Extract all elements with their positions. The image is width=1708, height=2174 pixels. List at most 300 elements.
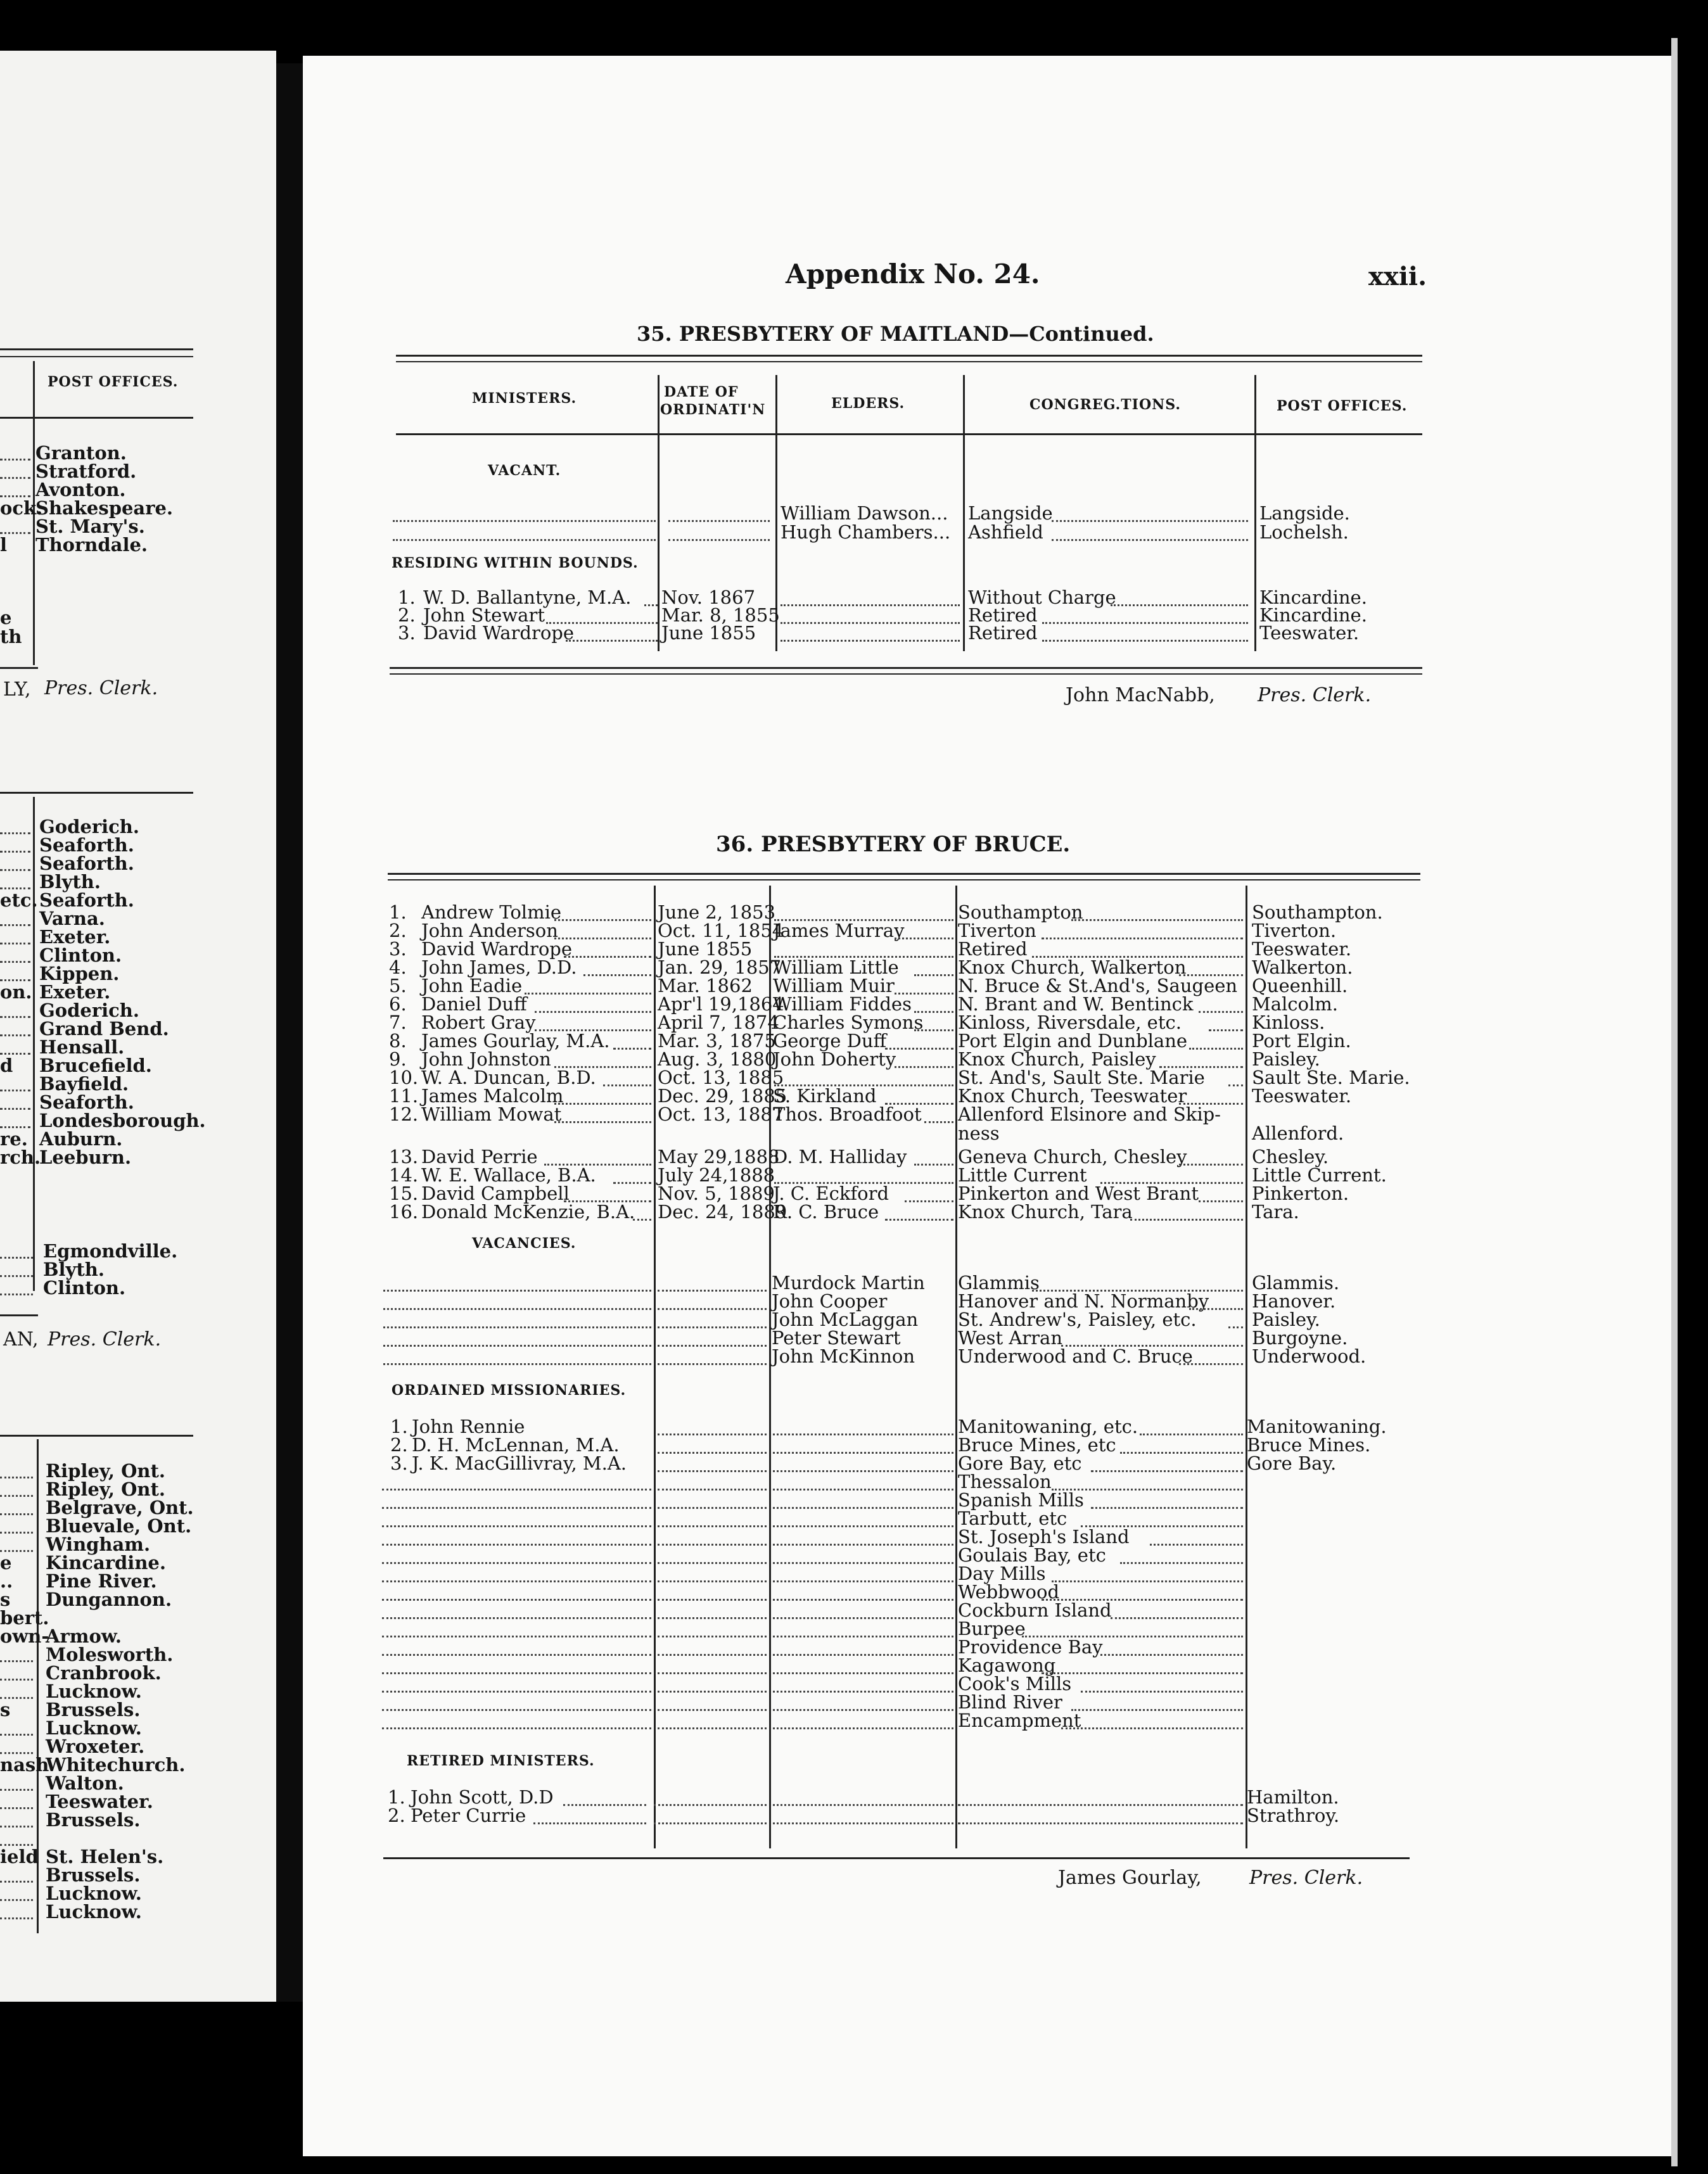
elder-name: George Duff — [773, 1030, 887, 1052]
post-office: Brussels. — [46, 1864, 141, 1886]
congregation-name: Gore Bay, etc — [958, 1453, 1082, 1474]
congregation-name: Retired — [968, 604, 1038, 626]
leader-dots — [382, 1727, 651, 1729]
congregation-name: St. Andrew's, Paisley, etc. — [958, 1309, 1197, 1330]
leader-dots — [1120, 1562, 1243, 1564]
post-office: Walton. — [46, 1772, 124, 1794]
leader-dots — [1081, 1691, 1243, 1693]
leader-dots — [895, 1066, 953, 1068]
minister-name: John Scott, D.D — [411, 1786, 554, 1808]
leader-dots — [658, 1326, 767, 1328]
minister-name: Daniel Duff — [421, 993, 527, 1015]
leader-dots — [914, 1029, 953, 1031]
leader-dots — [773, 1433, 953, 1435]
post-office: Clinton. — [39, 944, 122, 966]
row-number: 3. — [390, 1453, 408, 1474]
congregation-name: Knox Church, Teeswater — [958, 1085, 1187, 1107]
left-post-offices-header: POST OFFICES. — [48, 374, 179, 390]
leader-dots — [1228, 1084, 1244, 1086]
minister-name: David Wardrope — [421, 938, 573, 960]
post-office: Walkerton. — [1252, 957, 1353, 978]
elder-name: William Dawson... — [781, 502, 948, 524]
congregation-name: Encampment — [958, 1710, 1081, 1731]
ordination-date: Mar. 8, 1855 — [661, 604, 780, 626]
post-office: Kincardine. — [46, 1552, 166, 1573]
row-number: 2. — [390, 1434, 408, 1456]
leader-dots — [781, 604, 960, 606]
leader-dots — [383, 1326, 651, 1328]
leader-dots — [0, 1034, 30, 1036]
leader-dots — [0, 1826, 33, 1828]
congregation-name: Allenford Elsinore and Skip- — [958, 1103, 1221, 1125]
congregation-name: Knox Church, Walkerton — [958, 957, 1187, 978]
ordination-date: Dec. 29, 1885 — [658, 1085, 787, 1107]
leader-dots — [668, 520, 770, 522]
page-number: xxii. — [1368, 262, 1427, 291]
leader-dots — [613, 1182, 652, 1184]
elder-name: Peter Stewart — [772, 1327, 901, 1349]
leader-dots — [773, 1525, 953, 1527]
leader-dots — [382, 1672, 651, 1674]
congregation-name: Webbwood — [958, 1581, 1060, 1603]
leader-dots — [0, 924, 30, 926]
ordination-date: Nov. 5, 1889 — [658, 1183, 775, 1204]
leader-dots — [654, 1804, 767, 1806]
minister-name: John Stewart — [423, 604, 545, 626]
col-post-offices-header: POST OFFICES. — [1277, 398, 1408, 414]
bruce-column-divider — [654, 886, 656, 1848]
minister-name: John Johnston — [421, 1048, 551, 1070]
leader-dots — [393, 520, 656, 522]
leader-dots — [554, 1103, 652, 1105]
post-office: Granton. — [35, 442, 127, 464]
leader-dots — [0, 1899, 33, 1901]
col-date-header: DATE OF — [664, 384, 739, 400]
leader-dots — [1199, 1011, 1243, 1013]
post-office: Hanover. — [1252, 1290, 1336, 1312]
clerk-name: John MacNabb, — [1066, 684, 1215, 706]
congregation-name: Kinloss, Riversdale, etc. — [958, 1012, 1182, 1033]
leader-dots — [924, 1121, 954, 1123]
leader-dots — [773, 1489, 953, 1491]
post-office: Lucknow. — [46, 1681, 142, 1702]
leader-dots — [1189, 1308, 1244, 1310]
leader-dots — [658, 1580, 767, 1582]
leader-dots — [773, 1544, 953, 1546]
ordination-date: May 29,1888 — [658, 1146, 780, 1167]
leader-dots — [658, 1544, 767, 1546]
leader-dots — [773, 1617, 953, 1619]
post-office: Goderich. — [39, 1000, 139, 1021]
post-office: Varna. — [39, 908, 105, 929]
leader-dots — [382, 1507, 651, 1509]
post-office: Ripley, Ont. — [46, 1460, 165, 1482]
leader-dots — [658, 1290, 767, 1292]
row-number: 5. — [389, 975, 407, 996]
post-office: Kippen. — [39, 963, 120, 984]
leader-dots — [0, 1734, 33, 1736]
clipped-text-fragment: etc. — [0, 889, 38, 911]
leader-dots — [535, 1011, 652, 1013]
post-office: Dungannon. — [46, 1589, 172, 1610]
leader-dots — [773, 1672, 953, 1674]
leader-dots — [658, 1636, 767, 1637]
leader-dots — [613, 1048, 652, 1050]
congregation-name: Langside — [968, 502, 1053, 524]
congregation-name: Cook's Mills — [958, 1673, 1072, 1694]
leader-dots — [1228, 1326, 1244, 1328]
clipped-text-fragment: e — [0, 1552, 12, 1573]
row-number: 1. — [390, 1416, 408, 1437]
post-office: Clinton. — [43, 1277, 126, 1299]
leader-dots — [1091, 1507, 1244, 1509]
leader-dots — [658, 1562, 767, 1564]
post-office: Strathroy. — [1247, 1805, 1340, 1826]
clipped-text-fragment: own- — [0, 1625, 49, 1647]
post-office: Pine River. — [46, 1570, 157, 1592]
maitland-bottom-rule-2 — [390, 673, 1422, 675]
congregation-name: Retired — [958, 938, 1028, 960]
post-office: Exeter. — [39, 926, 111, 948]
post-office: Brussels. — [46, 1699, 141, 1720]
leader-dots — [633, 1219, 652, 1221]
post-office: Whitechurch. — [46, 1754, 186, 1776]
left-rule — [0, 1435, 193, 1437]
leader-dots — [658, 1507, 767, 1509]
leader-dots — [773, 1599, 953, 1601]
elder-name: John McLaggan — [772, 1309, 919, 1330]
leader-dots — [0, 832, 30, 834]
leader-dots — [658, 1470, 767, 1472]
leader-dots — [0, 459, 30, 461]
elder-name: William Fiddes — [773, 993, 912, 1015]
leader-dots — [603, 1084, 651, 1086]
leader-dots — [658, 1672, 767, 1674]
minister-name: John Eadie — [421, 975, 523, 996]
leader-dots — [382, 1691, 651, 1693]
leader-dots — [583, 974, 651, 976]
post-office: Seaforth. — [39, 834, 134, 856]
leader-dots — [382, 1654, 651, 1656]
leader-dots — [382, 1599, 651, 1601]
leader-dots — [0, 1917, 33, 1919]
post-office: Grand Bend. — [39, 1018, 169, 1039]
post-office: Kincardine. — [1259, 604, 1367, 626]
leader-dots — [658, 1525, 767, 1527]
congregation-name: N. Brant and W. Bentinck — [958, 993, 1194, 1015]
post-office: Port Elgin. — [1252, 1030, 1351, 1052]
leader-dots — [0, 1679, 33, 1681]
col-ministers-header: MINISTERS. — [472, 390, 577, 407]
congregation-name: Goulais Bay, etc — [958, 1544, 1106, 1566]
clerk-title: Pres. Clerk. — [48, 1328, 162, 1351]
congregation-name: Southampton — [958, 901, 1083, 923]
congregation-name: N. Bruce & St.And's, Saugeen — [958, 975, 1238, 996]
col-elders-header: ELDERS. — [831, 395, 905, 412]
post-office: Bluevale, Ont. — [46, 1515, 192, 1537]
ordination-date: July 24,1888 — [658, 1164, 775, 1186]
row-number: 16. — [389, 1201, 419, 1223]
post-office: Blyth. — [39, 871, 101, 893]
elder-name: Hugh Chambers... — [781, 521, 951, 543]
leader-dots — [1071, 1709, 1244, 1711]
leader-dots — [0, 1532, 33, 1534]
post-office: Wingham. — [46, 1534, 151, 1555]
post-office: Shakespeare. — [35, 497, 174, 519]
row-number: 4. — [389, 957, 407, 978]
post-office: Lucknow. — [46, 1717, 142, 1739]
leader-dots — [773, 1654, 953, 1656]
post-office: Wroxeter. — [46, 1736, 145, 1757]
book-spine — [276, 63, 303, 2002]
clerk-title: Pres. Clerk. — [1249, 1867, 1363, 1889]
bruce-column-divider — [955, 886, 957, 1848]
post-office: Hamilton. — [1247, 1786, 1339, 1808]
leader-dots — [0, 1807, 33, 1809]
leader-dots — [773, 1452, 953, 1454]
post-office: Gore Bay. — [1247, 1453, 1337, 1474]
post-office: Paisley. — [1252, 1309, 1320, 1330]
row-number: 2. — [389, 920, 407, 941]
row-number: 1. — [398, 587, 416, 608]
clipped-text-fragment: AN, — [3, 1328, 39, 1351]
minister-name: William Mowat — [421, 1103, 562, 1125]
minister-name: David Wardrope — [423, 622, 575, 644]
post-office: Seaforth. — [39, 853, 134, 874]
minister-name: John James, D.D. — [421, 957, 577, 978]
leader-dots — [958, 1804, 1243, 1806]
leader-dots — [0, 961, 30, 963]
leader-dots — [0, 1660, 33, 1662]
leader-dots — [533, 1822, 646, 1824]
leader-dots — [1150, 1544, 1244, 1546]
bruce-top-rule-2 — [388, 879, 1420, 880]
leader-dots — [563, 1804, 647, 1806]
leader-dots — [382, 1562, 651, 1564]
clipped-text-fragment: .. — [0, 1570, 13, 1592]
leader-dots — [914, 1164, 953, 1166]
minister-name: Andrew Tolmie — [421, 901, 562, 923]
leader-dots — [773, 1709, 953, 1711]
leader-dots — [773, 1691, 953, 1693]
minister-name: Donald McKenzie, B.A. — [421, 1201, 635, 1223]
leader-dots — [382, 1709, 651, 1711]
leader-dots — [554, 1121, 652, 1123]
clipped-text-fragment: nash — [0, 1754, 49, 1776]
leader-dots — [382, 1580, 651, 1582]
leader-dots — [0, 1881, 33, 1883]
minister-name: W. A. Duncan, B.D. — [421, 1067, 596, 1088]
post-office: Ripley, Ont. — [46, 1478, 165, 1500]
clipped-text-fragment: LY, — [3, 678, 31, 701]
elder-name: John Doherty — [773, 1048, 896, 1070]
post-office: Teeswater. — [1252, 938, 1352, 960]
post-office: Lucknow. — [46, 1883, 142, 1904]
minister-name: John Rennie — [412, 1416, 525, 1437]
post-office: Southampton. — [1252, 901, 1383, 923]
post-office: Brussels. — [46, 1809, 141, 1831]
post-office: Chesley. — [1252, 1146, 1329, 1167]
leader-dots — [1042, 1672, 1243, 1674]
post-office: Avonton. — [35, 479, 126, 500]
congregation-name: Tarbutt, etc — [958, 1508, 1068, 1529]
leader-dots — [658, 1709, 767, 1711]
post-office: Manitowaning. — [1247, 1416, 1387, 1437]
leader-dots — [1140, 1433, 1243, 1435]
leader-dots — [564, 956, 651, 958]
post-office: Lochelsh. — [1259, 521, 1349, 543]
maitland-top-rule — [396, 355, 1422, 357]
leader-dots — [566, 640, 658, 642]
retired-ministers-heading: RETIRED MINISTERS. — [407, 1753, 595, 1769]
congregation-name: Thessalon — [958, 1471, 1052, 1492]
row-number: 3. — [389, 938, 407, 960]
post-office: Burgoyne. — [1252, 1327, 1348, 1349]
leader-dots — [668, 539, 770, 541]
leader-dots — [773, 1562, 953, 1564]
minister-name: David Campbell — [421, 1183, 570, 1204]
left-rule — [0, 1314, 38, 1316]
leader-dots — [1111, 1617, 1244, 1619]
elder-name: John McKinnon — [772, 1345, 915, 1367]
leader-dots — [1120, 1452, 1243, 1454]
residing-heading: RESIDING WITHIN BOUNDS. — [392, 555, 639, 571]
post-office: Queenhill. — [1252, 975, 1348, 996]
clipped-text-fragment: th — [0, 626, 22, 647]
leader-dots — [658, 1345, 767, 1347]
leader-dots — [654, 1822, 767, 1824]
leader-dots — [1209, 1029, 1244, 1031]
ordained-missionaries-heading: ORDAINED MISSIONARIES. — [392, 1382, 627, 1399]
minister-name: J. K. MacGillivray, M.A. — [412, 1453, 627, 1474]
post-office: Hensall. — [39, 1036, 125, 1058]
leader-dots — [658, 1308, 767, 1310]
ordination-date: Mar. 3, 1875 — [658, 1030, 776, 1052]
leader-dots — [658, 1489, 767, 1491]
maitland-header-rule — [396, 433, 1422, 435]
leader-dots — [658, 1599, 767, 1601]
leader-dots — [382, 1489, 651, 1491]
bruce-top-rule — [388, 873, 1420, 875]
post-office: Molesworth. — [46, 1644, 174, 1665]
elder-name: Murdock Martin — [772, 1272, 925, 1294]
leader-dots — [658, 1617, 767, 1619]
leader-dots — [1100, 1654, 1243, 1656]
leader-dots — [895, 938, 953, 939]
leader-dots — [1179, 1164, 1243, 1166]
post-office: Paisley. — [1252, 1048, 1320, 1070]
row-number: 15. — [389, 1183, 419, 1204]
row-number: 7. — [389, 1012, 407, 1033]
leader-dots — [382, 1636, 651, 1637]
post-office: Blyth. — [43, 1259, 105, 1280]
leader-dots — [773, 1470, 953, 1472]
congregation-name: Tiverton — [958, 920, 1036, 941]
row-number: 2. — [398, 604, 416, 626]
leader-dots — [644, 604, 658, 606]
ordination-date: June 1855 — [658, 938, 753, 960]
leader-dots — [525, 993, 651, 995]
leader-dots — [1042, 938, 1243, 939]
ordination-date: Oct. 13, 1885 — [658, 1067, 784, 1088]
leader-dots — [773, 1636, 953, 1637]
congregation-name: Day Mills — [958, 1563, 1046, 1584]
post-office: Teeswater. — [1252, 1085, 1352, 1107]
left-rule-2 — [0, 356, 193, 357]
maitland-column-divider — [658, 375, 660, 651]
post-office: St. Mary's. — [35, 516, 145, 537]
minister-name: James Gourlay, M.A. — [421, 1030, 610, 1052]
leader-dots — [1091, 1470, 1244, 1472]
post-office: Seaforth. — [39, 889, 134, 911]
leader-dots — [658, 1363, 767, 1365]
post-office: Stratford. — [35, 461, 137, 482]
bruce-bottom-rule — [383, 1857, 1410, 1859]
post-office: Glammis. — [1252, 1272, 1340, 1294]
congregation-name: Retired — [968, 622, 1038, 644]
ordination-date: April 7, 1874 — [658, 1012, 779, 1033]
post-office: Exeter. — [39, 981, 111, 1003]
leader-dots — [383, 1345, 651, 1347]
leader-dots — [0, 1016, 30, 1018]
congregation-name: Knox Church, Tara — [958, 1201, 1133, 1223]
congregation-name: West Arran — [958, 1327, 1062, 1349]
post-office: Sault Ste. Marie. — [1252, 1067, 1410, 1088]
congregation-name: Port Elgin and Dunblane — [958, 1030, 1188, 1052]
leader-dots — [382, 1544, 651, 1546]
ordination-date: June 1855 — [661, 622, 756, 644]
leader-dots — [958, 1822, 1243, 1824]
post-office: Teeswater. — [1259, 622, 1360, 644]
congregation-name: St. Joseph's Island — [958, 1526, 1130, 1548]
congregation-name: ness — [958, 1122, 1000, 1144]
post-office: Little Current. — [1252, 1164, 1387, 1186]
congregation-name: Burpee — [958, 1618, 1026, 1639]
leader-dots — [1130, 1219, 1244, 1221]
leader-dots — [1052, 520, 1248, 522]
minister-name: Peter Currie — [411, 1805, 526, 1826]
clipped-text-fragment: rch. — [0, 1147, 41, 1168]
row-number: 11. — [389, 1085, 419, 1107]
leader-dots — [0, 943, 30, 944]
leader-dots — [0, 1477, 33, 1478]
clerk-name: James Gourlay, — [1058, 1867, 1202, 1889]
post-office: Egmondville. — [43, 1240, 178, 1262]
post-office: Underwood. — [1252, 1345, 1367, 1367]
clipped-text-fragment: on. — [0, 981, 32, 1003]
leader-dots — [0, 1275, 33, 1277]
elder-name: William Little — [773, 957, 899, 978]
row-number: 3. — [398, 622, 416, 644]
row-number: 14. — [389, 1164, 419, 1186]
leader-dots — [554, 919, 652, 921]
post-office: Bruce Mines. — [1247, 1434, 1371, 1456]
ordination-date: Oct. 13, 1887 — [658, 1103, 784, 1125]
leader-dots — [383, 1308, 651, 1310]
clipped-text-fragment: bert. — [0, 1607, 49, 1629]
post-office: Cranbrook. — [46, 1662, 162, 1684]
leader-dots — [382, 1617, 651, 1619]
post-office: Lucknow. — [46, 1901, 142, 1923]
post-office: Teeswater. — [46, 1791, 153, 1812]
elder-name: D. M. Halliday — [773, 1146, 907, 1167]
leader-dots — [0, 1495, 33, 1497]
post-office: Goderich. — [39, 816, 139, 837]
minister-name: W. D. Ballantyne, M.A. — [423, 587, 632, 608]
leader-dots — [1199, 1200, 1243, 1202]
minister-name: James Malcolm — [421, 1085, 564, 1107]
page-edge — [1671, 38, 1678, 2166]
